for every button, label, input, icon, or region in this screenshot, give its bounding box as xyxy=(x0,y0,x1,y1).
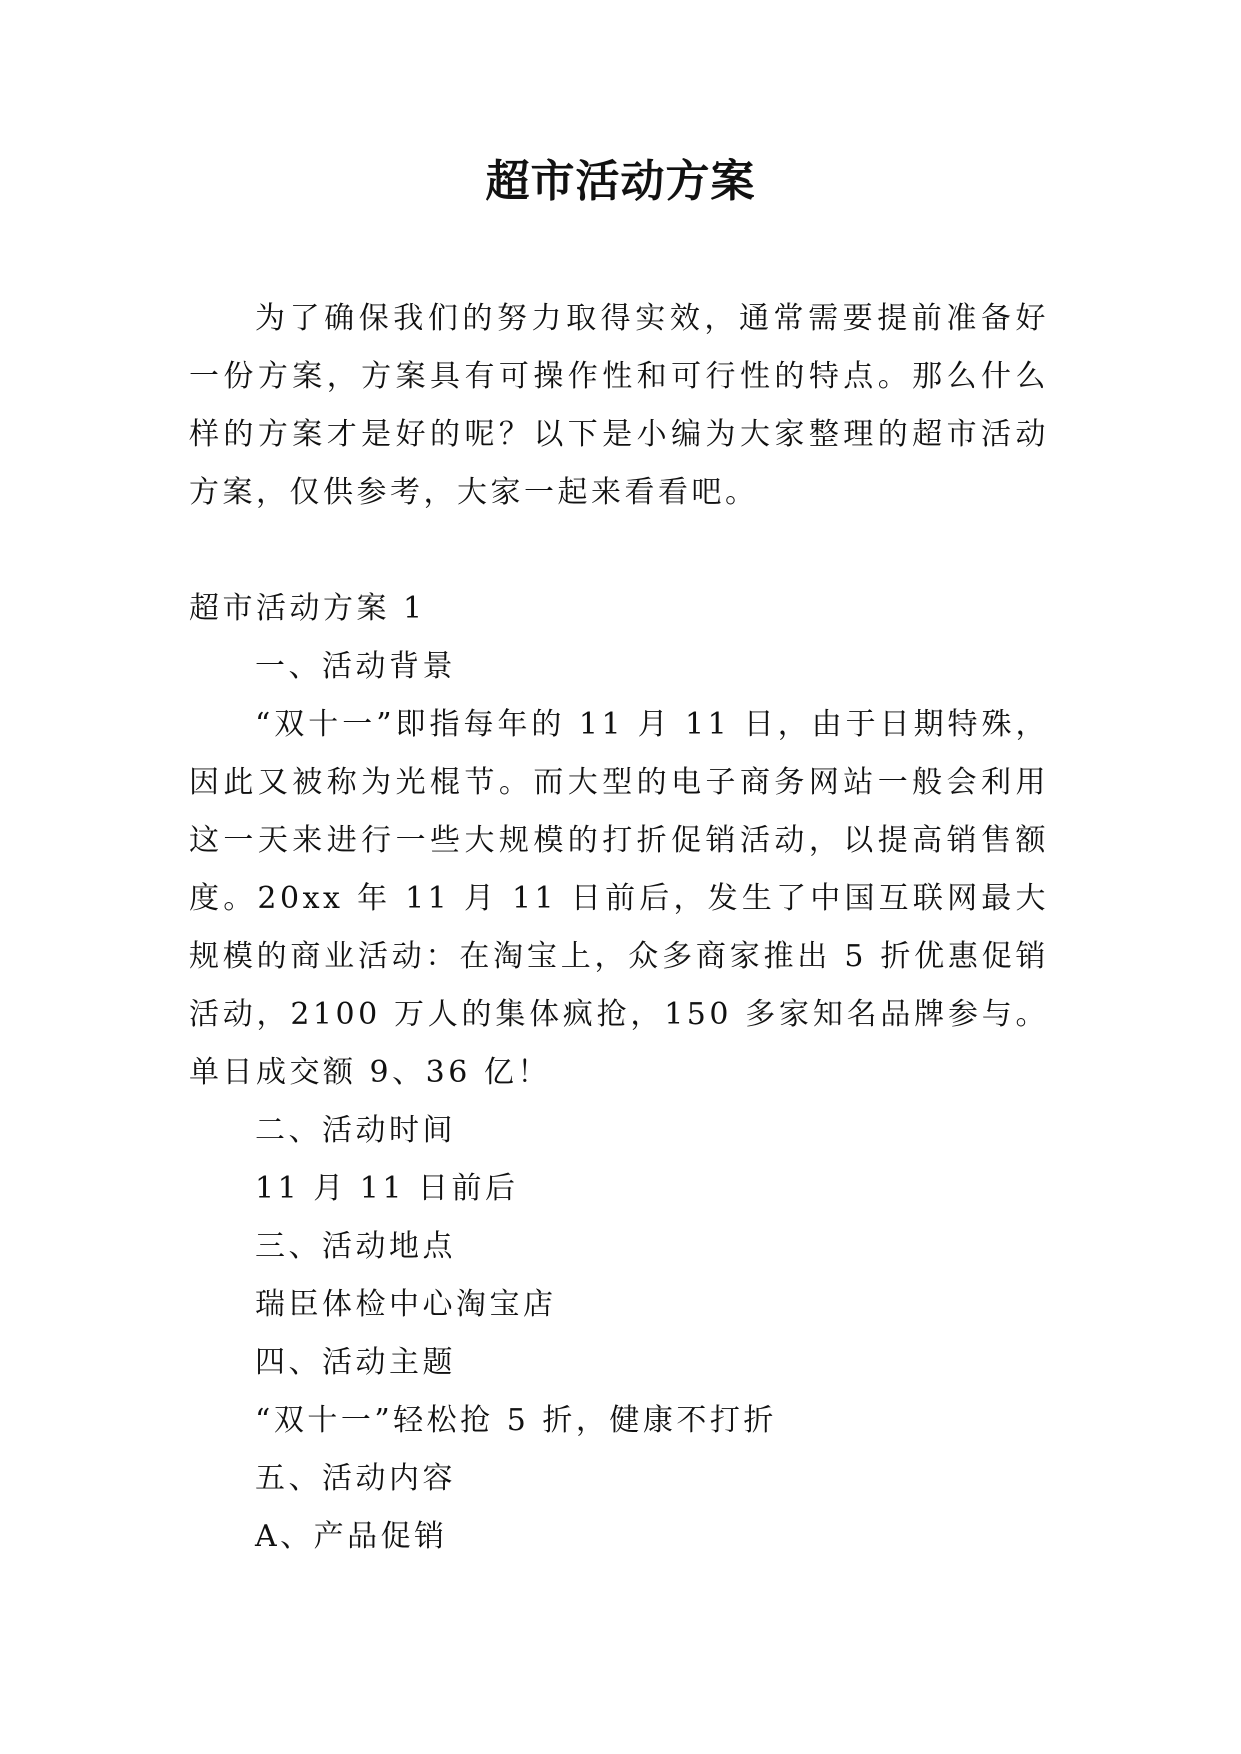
item-a-text: A、产品促销 xyxy=(255,1519,448,1554)
section-title: 超市活动方案 1 xyxy=(189,591,426,626)
heading-time: 二、活动时间 xyxy=(255,1113,456,1148)
theme-text: “双十一”轻松抢 5 折，健康不打折 xyxy=(255,1403,777,1438)
heading-background: 一、活动背景 xyxy=(255,649,456,684)
heading-content: 五、活动内容 xyxy=(255,1461,456,1496)
heading-location: 三、活动地点 xyxy=(255,1229,456,1264)
time-text: 11 月 11 日前后 xyxy=(255,1171,519,1206)
document-body xyxy=(189,290,1049,1566)
document-title: 超市活动方案 xyxy=(485,156,756,207)
intro-paragraph: 为了确保我们的努力取得实效，通常需要提前准备好一份方案，方案具有可操作性和可行性的特点。那么什么样的方案才是好的呢？以下是小编为大家整理的超市活动方案，仅供参考，大家一起来看看吧。 xyxy=(189,301,1049,510)
background-paragraph: “双十一”即指每年的 11 月 11 日，由于日期特殊，因此又被称为光棍节。而大型的电子商务网站一般会利用这一天来进行一些大规模的打折促销活动，以提高销售额度。20xx 年 11 月 11 日前后，发生了中国互联网最大规模的商业活动：在淘宝上，众多商家推出 5 折优惠促销活动，2100 万人的集体疯抢，150 多家知名品牌参与。单日成交额 9、36 亿！ xyxy=(189,707,1049,1090)
location-text: 瑞臣体检中心淘宝店 xyxy=(255,1287,557,1322)
heading-theme: 四、活动主题 xyxy=(255,1345,456,1380)
